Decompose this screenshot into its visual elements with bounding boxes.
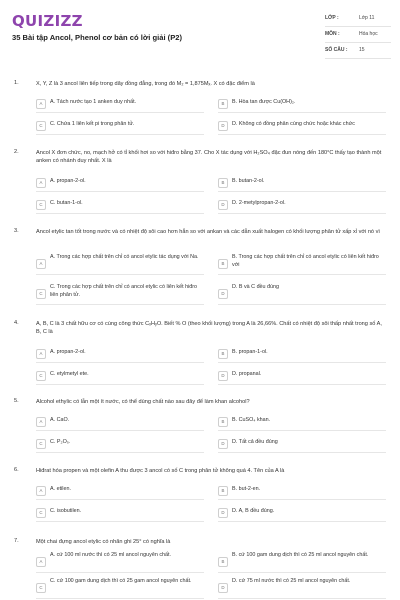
option-text: C. Chứa 1 liên kết pi trong phân tử. — [50, 121, 135, 127]
option-text: D. Không có đồng phân cùng chức hoặc khác chức — [232, 121, 355, 127]
option-text: B. propan-1-ol. — [232, 349, 268, 355]
option-text: A. Trong các hợp chất trên chỉ có ancol etylic tác dụng với Na. — [50, 254, 199, 260]
worksheet-header — [0, 0, 400, 70]
option-letter-badge: D — [218, 508, 228, 518]
option-a[interactable] — [36, 96, 204, 113]
option-b[interactable] — [218, 483, 386, 500]
option-letter-badge: D — [218, 371, 228, 381]
option-text: A. CaO. — [50, 417, 70, 423]
option-text: D. propanal. — [232, 371, 262, 377]
option-letter-badge: C — [36, 508, 46, 518]
question-number: 3. — [14, 228, 19, 234]
option-letter-badge: D — [218, 200, 228, 210]
option-c[interactable] — [36, 578, 204, 599]
option-c[interactable] — [36, 436, 204, 453]
option-text: A. propan-2-ol. — [50, 178, 86, 184]
option-a[interactable] — [36, 483, 204, 500]
option-letter-badge: A — [36, 349, 46, 359]
question-text: Alcohol ethylic có lẫn một ít nước, có thể dùng chất nào sau đây để làm khan alcohol? — [36, 399, 250, 405]
option-a[interactable] — [36, 346, 204, 363]
option-c[interactable] — [36, 368, 204, 385]
option-letter-badge: C — [36, 371, 46, 381]
option-letter-badge: A — [36, 178, 46, 188]
option-text: A. Tách nước tạo 1 anken duy nhất. — [50, 99, 137, 105]
option-text: D. B và C đều đúng — [232, 284, 280, 290]
option-letter-badge: A — [36, 417, 46, 427]
option-letter-badge: A — [36, 259, 46, 269]
option-text: D. cứ 75 ml nước thì có 25 ml ancol nguyên chất. — [232, 578, 351, 584]
meta-row-class — [325, 10, 391, 27]
option-letter-badge: B — [218, 259, 228, 269]
option-d[interactable] — [218, 368, 386, 385]
option-c[interactable] — [36, 505, 204, 522]
question-number: 1. — [14, 80, 19, 86]
option-text: A. propan-2-ol. — [50, 349, 86, 355]
option-letter-badge: C — [36, 439, 46, 449]
meta-value: Hóa học — [359, 31, 378, 37]
option-letter-badge: B — [218, 557, 228, 567]
question-text: A, B, C là 3 chất hữu cơ có cùng công thức CₓHᵧO. Biết % O (theo khối lượng) trong A là 26,66%. Chất có nhiệt độ sôi thấp nhất trong số A, B, C là — [36, 321, 382, 335]
question-number: 7. — [14, 538, 19, 544]
option-d[interactable] — [218, 578, 386, 599]
option-text: A. etilen. — [50, 486, 71, 492]
question-text: Một chai đựng ancol etylic có nhãn ghi 25° có nghĩa là — [36, 539, 171, 545]
option-text: C. Trong các hợp chất trên chỉ có ancol etylic có liên kết hiđro liên phân tử. — [50, 284, 198, 298]
option-letter-badge: C — [36, 289, 46, 299]
option-b[interactable] — [218, 96, 386, 113]
option-letter-badge: B — [218, 486, 228, 496]
option-b[interactable] — [218, 552, 386, 573]
option-d[interactable] — [218, 436, 386, 453]
question-text: Ancol etylic tan tốt trong nước và có nhiệt độ sôi cao hơn hẳn so với ankan và các dẫn xuất halogen có khối lượng phân tử xấp xỉ với nó vì — [36, 229, 380, 235]
meta-label: SỐ CÂU : — [325, 47, 348, 53]
option-letter-badge: D — [218, 583, 228, 593]
question-number: 4. — [14, 320, 19, 326]
option-text: D. A, B đều đúng. — [232, 508, 275, 514]
option-b[interactable] — [218, 254, 386, 275]
meta-value: Lớp 11 — [359, 15, 375, 21]
option-letter-badge: A — [36, 486, 46, 496]
meta-value: 15 — [359, 47, 365, 53]
option-a[interactable] — [36, 175, 204, 192]
question-text: Hiđrat hóa propen và một olefin A thu được 3 ancol có số C trong phân tử không quá 4. Tên của A là — [36, 468, 285, 474]
option-letter-badge: C — [36, 583, 46, 593]
option-letter-badge: D — [218, 121, 228, 131]
option-letter-badge: B — [218, 349, 228, 359]
option-c[interactable] — [36, 284, 204, 305]
question-number: 5. — [14, 398, 19, 404]
option-c[interactable] — [36, 197, 204, 214]
option-letter-badge: B — [218, 178, 228, 188]
option-a[interactable] — [36, 254, 204, 275]
option-letter-badge: D — [218, 439, 228, 449]
option-text: C. butan-1-ol. — [50, 200, 83, 206]
meta-row-subject — [325, 26, 391, 43]
option-letter-badge: B — [218, 417, 228, 427]
option-a[interactable] — [36, 552, 204, 573]
option-text: A. cứ 100 ml nước thì có 25 ml ancol nguyên chất. — [50, 552, 172, 558]
meta-row-count — [325, 42, 391, 59]
option-letter-badge: B — [218, 99, 228, 109]
option-text: C. etylmetyl ete. — [50, 371, 89, 377]
question-text: Ancol X đơn chức, no, mạch hở có tỉ khối hơi so với hiđro bằng 37. Cho X tác dụng với H₂SO₄ đặc đun nóng đến 180°C thấy tạo thành một anken có nhánh duy nhất. X là — [36, 150, 382, 164]
option-d[interactable] — [218, 118, 386, 135]
option-b[interactable] — [218, 414, 386, 431]
option-b[interactable] — [218, 175, 386, 192]
option-text: B. Trong các hợp chất trên chỉ có ancol etylic có liên kết hiđro với — [232, 254, 379, 268]
option-text: C. P₂O₅. — [50, 439, 71, 445]
option-text: B. cứ 100 gam dung dịch thì có 25 ml ancol nguyên chất. — [232, 552, 369, 558]
option-text: C. isobutilen. — [50, 508, 82, 514]
option-text: D. 2-metylpropan-2-ol. — [232, 200, 286, 206]
option-c[interactable] — [36, 118, 204, 135]
quizizz-logo: QUIZIZZ — [12, 12, 83, 30]
option-d[interactable] — [218, 284, 386, 305]
option-text: B. CuSO₄ khan. — [232, 417, 271, 423]
option-text: B. but-2-en. — [232, 486, 261, 492]
option-text: B. butan-2-ol. — [232, 178, 265, 184]
option-text: C. cứ 100 gam dung dịch thì có 25 gam ancol nguyên chất. — [50, 578, 192, 584]
option-a[interactable] — [36, 414, 204, 431]
option-text: B. Hòa tan được Cu(OH)₂. — [232, 99, 296, 105]
question-number: 6. — [14, 467, 19, 473]
option-b[interactable] — [218, 346, 386, 363]
question-number: 2. — [14, 149, 19, 155]
meta-label: MÔN : — [325, 31, 340, 37]
option-letter-badge: A — [36, 557, 46, 567]
worksheet-title: 35 Bài tập Ancol, Phenol cơ bản có lời giải (P2) — [12, 33, 183, 42]
option-d[interactable] — [218, 197, 386, 214]
meta-label: LỚP : — [325, 15, 339, 21]
option-letter-badge: D — [218, 289, 228, 299]
option-letter-badge: C — [36, 121, 46, 131]
option-letter-badge: C — [36, 200, 46, 210]
question-text: X, Y, Z là 3 ancol liên tiếp trong dãy đồng đẳng, trong đó M₂ = 1,875Mₓ. X có đặc điểm là — [36, 81, 255, 87]
option-text: D. Tất cả đều đúng — [232, 439, 278, 445]
option-d[interactable] — [218, 505, 386, 522]
option-letter-badge: A — [36, 99, 46, 109]
